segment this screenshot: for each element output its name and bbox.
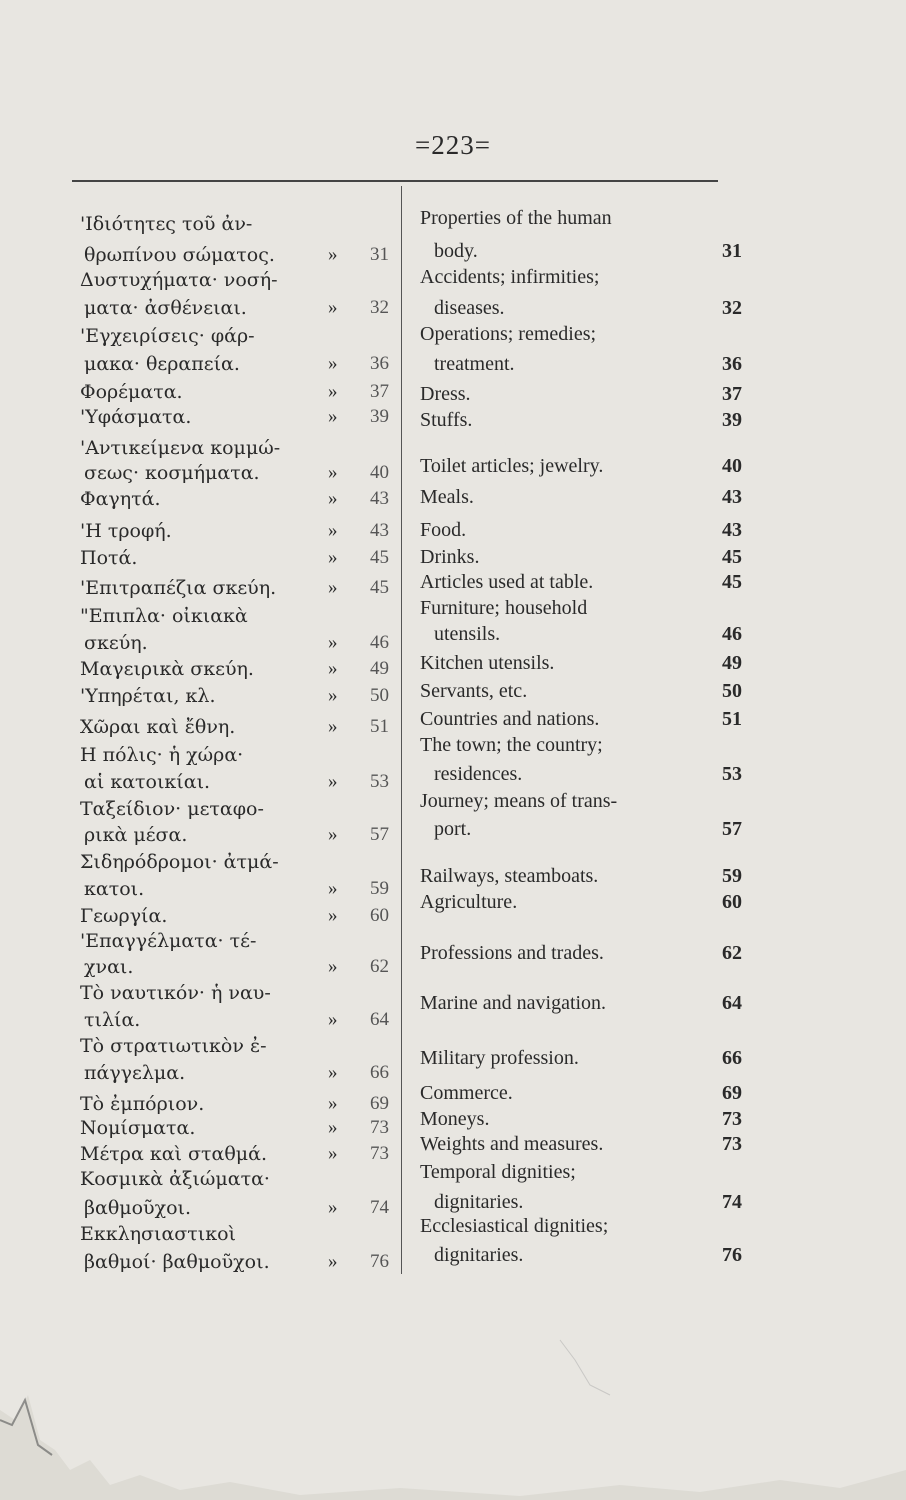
guillemet-mark: » [328, 488, 338, 509]
guillemet-mark: » [328, 1062, 338, 1083]
entry-page-number: 51 [370, 716, 389, 737]
guillemet-mark: » [328, 1251, 338, 1272]
entry-text: 'Η τροφή. [80, 520, 172, 542]
entry-text: Ecclesiastical dignities; [420, 1215, 609, 1237]
entry-page-number: 43 [722, 519, 742, 541]
entry-page-number: 60 [370, 905, 389, 926]
guillemet-mark: » [328, 632, 338, 653]
entry-page-number: 40 [722, 455, 742, 477]
entry-text: port. [434, 818, 472, 840]
entry-text: treatment. [434, 353, 515, 375]
entry-page-number: 73 [370, 1143, 389, 1164]
entry-page-number: 53 [370, 771, 389, 792]
entry-text: Ποτά. [80, 547, 138, 569]
entry-text: Journey; means of trans- [420, 790, 618, 812]
entry-text: Γεωργία. [80, 905, 168, 927]
entry-text: 'Υπηρέται, κλ. [80, 685, 216, 707]
entry-text: Food. [420, 519, 467, 541]
entry-text: utensils. [434, 623, 501, 645]
entry-text: Μέτρα καὶ σταθμά. [80, 1143, 268, 1165]
entry-text: βαθμοῦχοι. [84, 1197, 192, 1219]
entry-page-number: 32 [722, 297, 742, 319]
guillemet-mark: » [328, 956, 338, 977]
entry-page-number: 31 [370, 244, 389, 265]
column-divider [401, 186, 402, 1274]
entry-text: σεως· κοσμήματα. [84, 462, 260, 484]
page-number: =223= [415, 130, 491, 160]
entry-text: ρικὰ μέσα. [84, 824, 188, 846]
entry-text: residences. [434, 763, 523, 785]
entry-page-number: 43 [370, 488, 389, 509]
entry-text: Ταξείδιον· μεταφο- [80, 798, 264, 820]
entry-text: Kitchen utensils. [420, 652, 555, 674]
entry-text: Professions and trades. [420, 942, 604, 964]
entry-text: ματα· ἀσθένειαι. [84, 297, 247, 319]
entry-text: 'Επαγγέλματα· τέ- [80, 930, 257, 952]
guillemet-mark: » [328, 1009, 338, 1030]
entry-text: Temporal dignities; [420, 1161, 576, 1183]
entry-text: Δυστυχήματα· νοσή- [80, 269, 278, 291]
entry-page-number: 45 [370, 577, 389, 598]
entry-text: αἱ κατοικίαι. [84, 771, 211, 793]
entry-text: Drinks. [420, 546, 480, 568]
entry-page-number: 36 [722, 353, 742, 375]
entry-page-number: 49 [370, 658, 389, 679]
entry-page-number: 59 [722, 865, 742, 887]
entry-page-number: 69 [370, 1093, 389, 1114]
guillemet-mark: » [328, 353, 338, 374]
entry-page-number: 46 [722, 623, 742, 645]
guillemet-mark: » [328, 1143, 338, 1164]
entry-text: diseases. [434, 297, 505, 319]
entry-text: Μαγειρικὰ σκεύη. [80, 658, 254, 680]
entry-text: βαθμοί· βαθμοῦχοι. [84, 1251, 270, 1273]
entry-text: κατοι. [84, 878, 145, 900]
entry-text: Marine and navigation. [420, 992, 607, 1014]
entry-page-number: 73 [722, 1108, 742, 1130]
entry-text: 'Επιτραπέζια σκεύη. [80, 577, 277, 599]
guillemet-mark: » [328, 547, 338, 568]
entry-page-number: 62 [370, 956, 389, 977]
entry-text: Operations; remedies; [420, 323, 597, 345]
entry-page-number: 57 [370, 824, 389, 845]
entry-text: dignitaries. [434, 1191, 524, 1213]
entry-page-number: 74 [370, 1197, 389, 1218]
guillemet-mark: » [328, 1093, 338, 1114]
entry-text: Weights and measures. [420, 1133, 604, 1155]
entry-text: Meals. [420, 486, 474, 508]
entry-page-number: 76 [722, 1244, 742, 1266]
entry-text: Η πόλις· ἡ χώρα· [80, 744, 244, 766]
entry-text: Countries and nations. [420, 708, 600, 730]
entry-text: The town; the country; [420, 734, 603, 756]
guillemet-mark: » [328, 771, 338, 792]
entry-text: Τὸ στρατιωτικὸν ἐ- [80, 1035, 267, 1057]
entry-text: Χῶραι καὶ ἔθνη. [80, 716, 236, 738]
entry-text: Σιδηρόδρομοι· ἀτμά- [80, 851, 279, 873]
entry-page-number: 73 [722, 1133, 742, 1155]
entry-text: 'Εγχειρίσεις· φάρ- [80, 325, 255, 347]
entry-text: Agriculture. [420, 891, 518, 913]
entry-text: Κοσμικὰ ἀξιώματα· [80, 1168, 270, 1190]
entry-text: Moneys. [420, 1108, 490, 1130]
entry-page-number: 50 [370, 685, 389, 706]
entry-page-number: 66 [722, 1047, 742, 1069]
entry-text: Φορέματα. [80, 381, 183, 403]
entry-page-number: 31 [722, 240, 742, 262]
entry-page-number: 49 [722, 652, 742, 674]
guillemet-mark: » [328, 381, 338, 402]
entry-text: Articles used at table. [420, 571, 594, 593]
guillemet-mark: » [328, 878, 338, 899]
guillemet-mark: » [328, 1117, 338, 1138]
entry-text: Εκκλησιαστικοὶ [80, 1223, 236, 1245]
entry-page-number: 45 [370, 547, 389, 568]
entry-page-number: 60 [722, 891, 742, 913]
entry-text: Accidents; infirmities; [420, 266, 600, 288]
entry-page-number: 37 [722, 383, 742, 405]
guillemet-mark: » [328, 520, 338, 541]
entry-text: χναι. [84, 956, 134, 978]
entry-page-number: 51 [722, 708, 742, 730]
guillemet-mark: » [328, 716, 338, 737]
guillemet-mark: » [328, 658, 338, 679]
guillemet-mark: » [328, 685, 338, 706]
entry-page-number: 39 [722, 409, 742, 431]
entry-text: Τὸ ναυτικόν· ἡ ναυ- [80, 982, 271, 1004]
entry-page-number: 73 [370, 1117, 389, 1138]
guillemet-mark: » [328, 462, 338, 483]
entry-page-number: 53 [722, 763, 742, 785]
entry-text: Commerce. [420, 1082, 513, 1104]
header-rule [72, 180, 718, 182]
guillemet-mark: » [328, 406, 338, 427]
entry-text: Military profession. [420, 1047, 579, 1069]
entry-page-number: 37 [370, 381, 389, 402]
entry-text: "Επιπλα· οἰκιακὰ [80, 605, 248, 627]
entry-page-number: 64 [370, 1009, 389, 1030]
entry-page-number: 66 [370, 1062, 389, 1083]
guillemet-mark: » [328, 824, 338, 845]
entry-text: dignitaries. [434, 1244, 524, 1266]
entry-page-number: 43 [370, 520, 389, 541]
entry-text: body. [434, 240, 478, 262]
entry-page-number: 43 [722, 486, 742, 508]
entry-text: Stuffs. [420, 409, 473, 431]
guillemet-mark: » [328, 1197, 338, 1218]
entry-page-number: 39 [370, 406, 389, 427]
entry-page-number: 45 [722, 546, 742, 568]
entry-text: Properties of the human [420, 207, 612, 229]
entry-page-number: 76 [370, 1251, 389, 1272]
entry-text: Servants, etc. [420, 680, 528, 702]
entry-page-number: 74 [722, 1191, 742, 1213]
entry-text: μακα· θεραπεία. [84, 353, 240, 375]
entry-text: 'Αντικείμενα κομμώ- [80, 437, 281, 459]
entry-text: 'Ιδιότητες τοῦ ἀν- [80, 213, 253, 235]
torn-edge-decoration [0, 1300, 906, 1500]
entry-page-number: 36 [370, 353, 389, 374]
guillemet-mark: » [328, 297, 338, 318]
entry-text: Railways, steamboats. [420, 865, 599, 887]
guillemet-mark: » [328, 905, 338, 926]
entry-text: Τὸ ἐμπόριον. [80, 1093, 205, 1115]
entry-text: σκεύη. [84, 632, 148, 654]
entry-page-number: 40 [370, 462, 389, 483]
entry-text: θρωπίνου σώματος. [84, 244, 275, 266]
entry-page-number: 69 [722, 1082, 742, 1104]
entry-text: Dress. [420, 383, 471, 405]
guillemet-mark: » [328, 244, 338, 265]
entry-text: Φαγητά. [80, 488, 161, 510]
entry-text: 'Υφάσματα. [80, 406, 192, 428]
entry-text: πάγγελμα. [84, 1062, 186, 1084]
entry-page-number: 45 [722, 571, 742, 593]
entry-page-number: 64 [722, 992, 742, 1014]
entry-page-number: 62 [722, 942, 742, 964]
entry-text: Νομίσματα. [80, 1117, 196, 1139]
entry-page-number: 57 [722, 818, 742, 840]
entry-page-number: 32 [370, 297, 389, 318]
entry-text: Furniture; household [420, 597, 588, 619]
guillemet-mark: » [328, 577, 338, 598]
entry-text: Toilet articles; jewelry. [420, 455, 604, 477]
entry-page-number: 46 [370, 632, 389, 653]
entry-page-number: 59 [370, 878, 389, 899]
entry-page-number: 50 [722, 680, 742, 702]
entry-text: τιλία. [84, 1009, 141, 1031]
